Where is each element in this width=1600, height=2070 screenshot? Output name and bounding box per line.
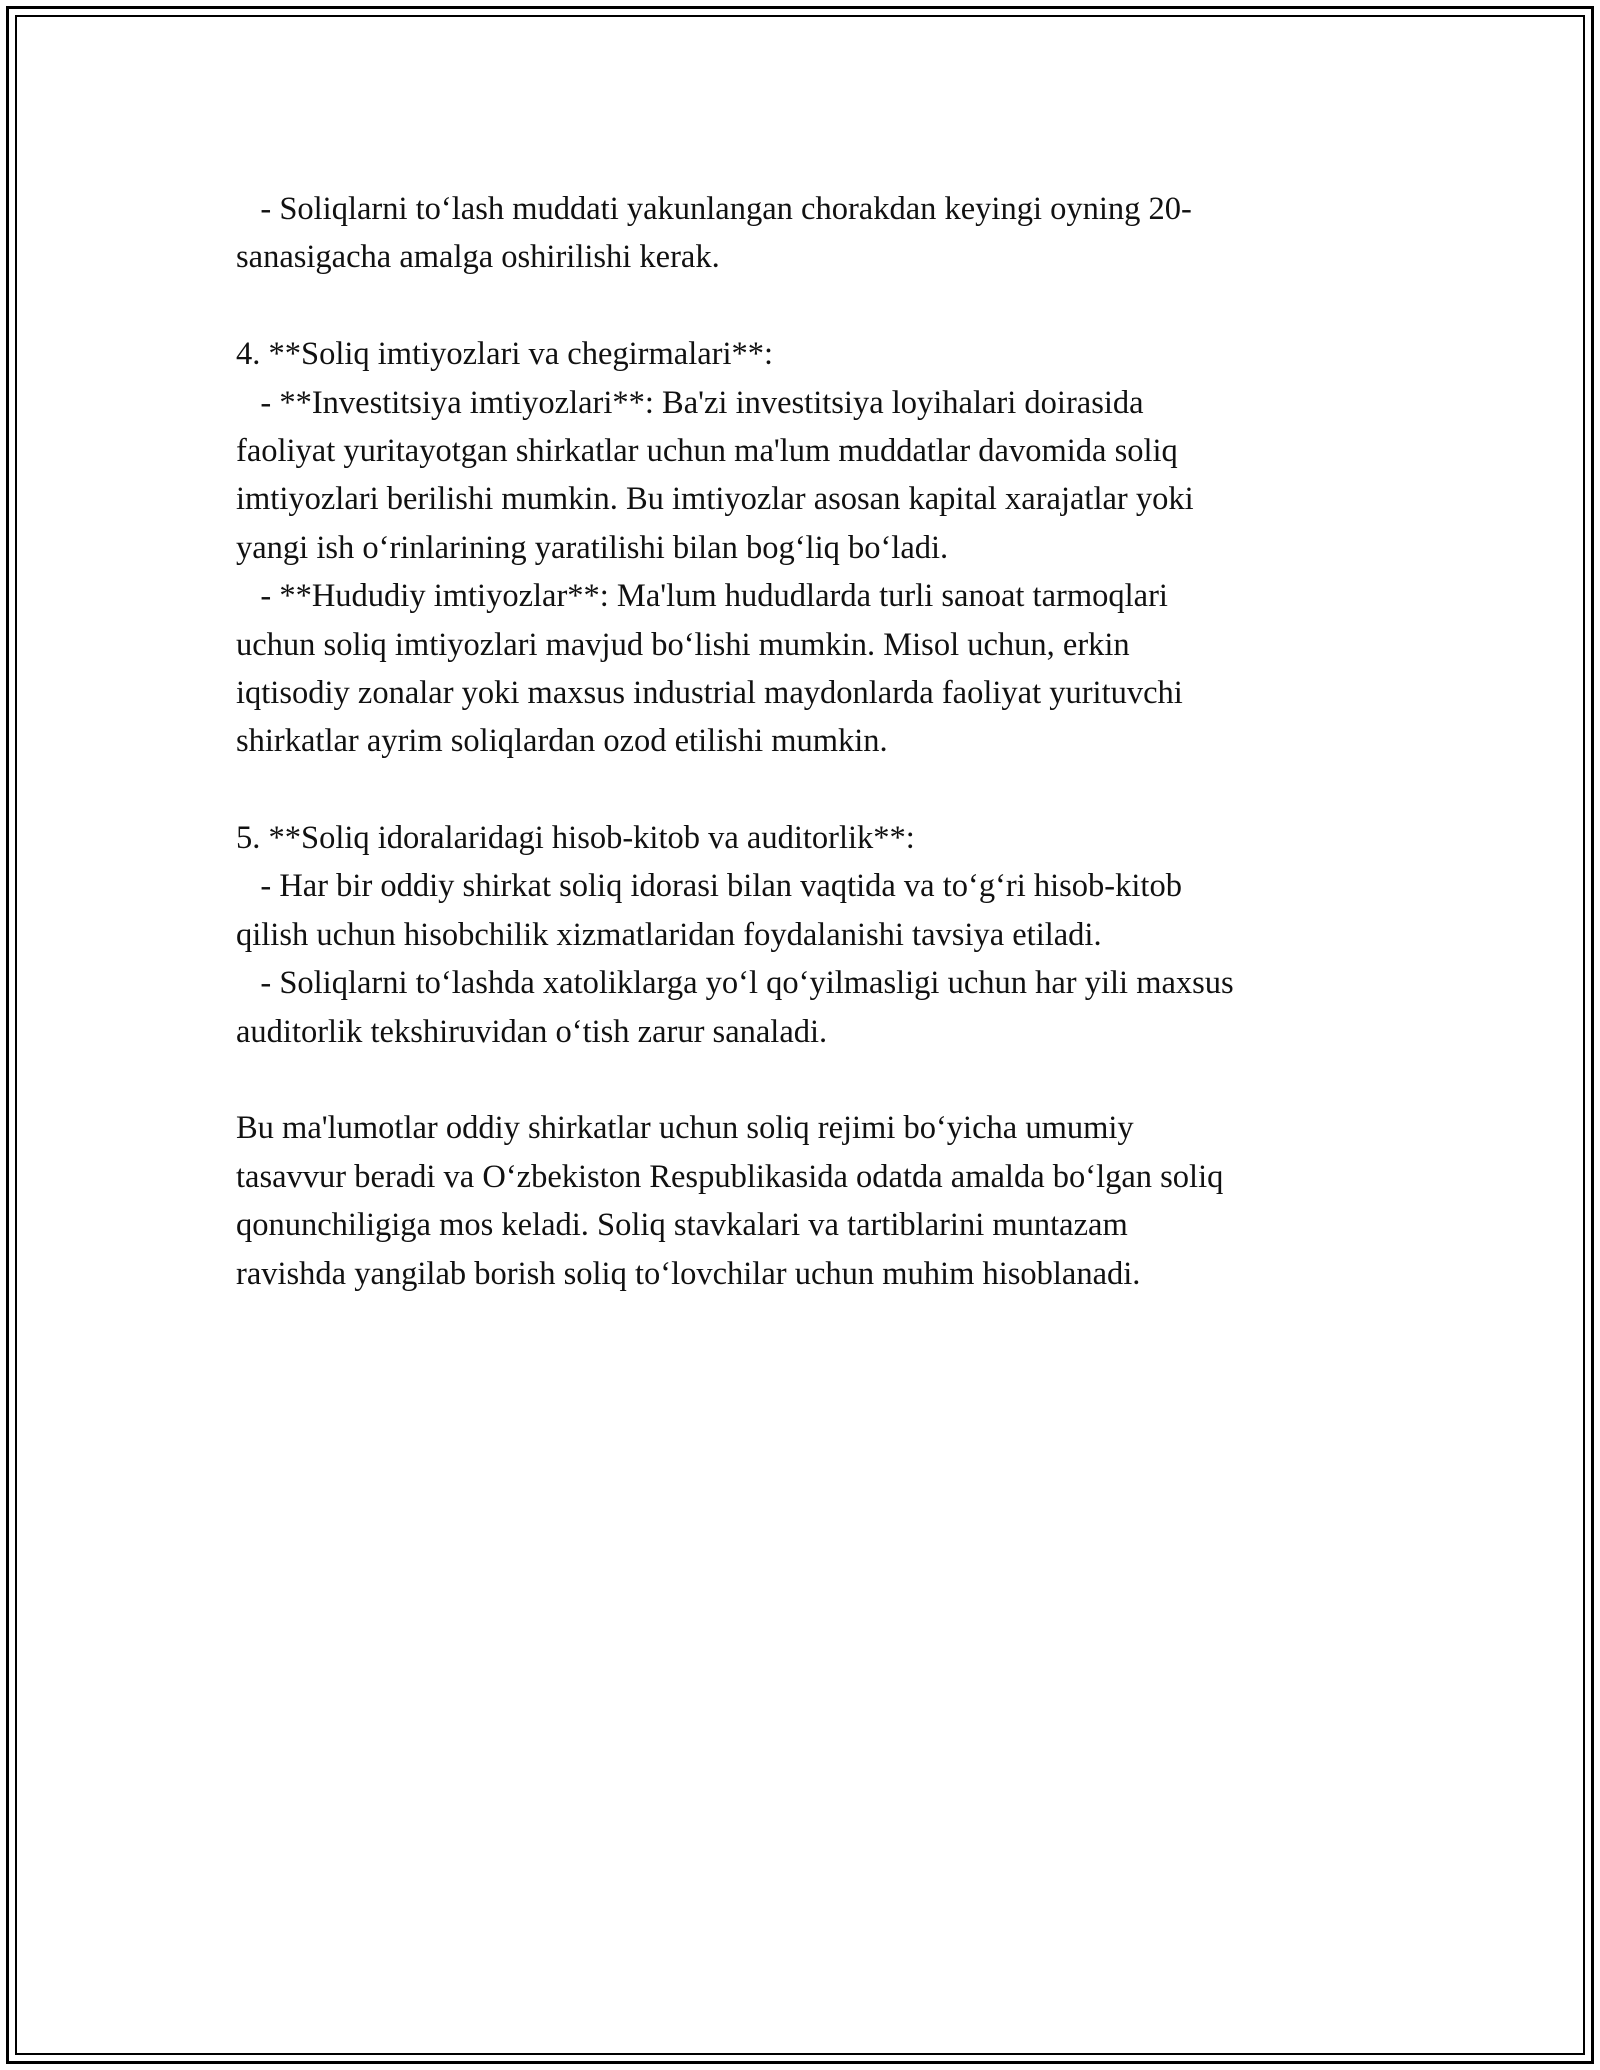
paragraph-gap xyxy=(236,766,1386,814)
text-line: - **Investitsiya imtiyozlari**: Ba'zi investitsiya loyihalari doirasida xyxy=(236,384,1144,421)
text-line: iqtisodiy zonalar yoki maxsus industrial maydonlarda faoliyat yurituvchi xyxy=(236,674,1183,711)
text-line: tasavvur beradi va O‘zbekiston Respublikasida odatda amalda bo‘lgan soliq xyxy=(236,1158,1224,1195)
text-line: sanasigacha amalga oshirilishi kerak. xyxy=(236,239,720,276)
paragraph-gap xyxy=(236,1056,1386,1104)
text-line: qilish uchun hisobchilik xizmatlaridan foydalanishi tavsiya etiladi. xyxy=(236,916,1102,953)
section-heading: 4. **Soliq imtiyozlari va chegirmalari**: xyxy=(236,336,774,373)
text-line: - Soliqlarni to‘lash muddati yakunlangan chorakdan keyingi oyning 20- xyxy=(236,191,1192,227)
text-line: - **Hududiy imtiyozlar**: Ma'lum hududlarda turli sanoat tarmoqlari xyxy=(236,578,1168,615)
paragraph-payment-deadline xyxy=(236,185,1386,282)
text-line: imtiyozlari berilishi mumkin. Bu imtiyozlar asosan kapital xarajatlar yoki xyxy=(236,481,1194,518)
paragraph-gap xyxy=(236,282,1386,330)
text-line: uchun soliq imtiyozlari mavjud bo‘lishi mumkin. Misol uchun, erkin xyxy=(236,626,1130,663)
paragraph-conclusion xyxy=(236,1104,1386,1298)
section-accounting-audit xyxy=(236,814,1386,1056)
section-tax-benefits xyxy=(236,330,1386,766)
text-line: shirkatlar ayrim soliqlardan ozod etilishi mumkin. xyxy=(236,723,888,760)
text-line: auditorlik tekshiruvidan o‘tish zarur sanaladi. xyxy=(236,1013,828,1050)
text-line: ravishda yangilab borish soliq to‘lovchilar uchun muhim hisoblanadi. xyxy=(236,1255,1141,1292)
text-line: Bu ma'lumotlar oddiy shirkatlar uchun soliq rejimi bo‘yicha umumiy xyxy=(236,1110,1134,1147)
document-body xyxy=(236,185,1386,1298)
text-line: - Har bir oddiy shirkat soliq idorasi bilan vaqtida va to‘g‘ri hisob-kitob xyxy=(236,868,1182,905)
text-line: faoliyat yuritayotgan shirkatlar uchun ma'lum muddatlar davomida soliq xyxy=(236,432,1178,469)
text-line: yangi ish o‘rinlarining yaratilishi bilan bog‘liq bo‘ladi. xyxy=(236,529,949,566)
text-line: - Soliqlarni to‘lashda xatoliklarga yo‘l qo‘yilmasligi uchun har yili maxsus xyxy=(236,965,1234,1002)
section-heading: 5. **Soliq idoralaridagi hisob-kitob va auditorlik**: xyxy=(236,820,915,857)
text-line: qonunchiligiga mos keladi. Soliq stavkalari va tartiblarini muntazam xyxy=(236,1207,1128,1244)
